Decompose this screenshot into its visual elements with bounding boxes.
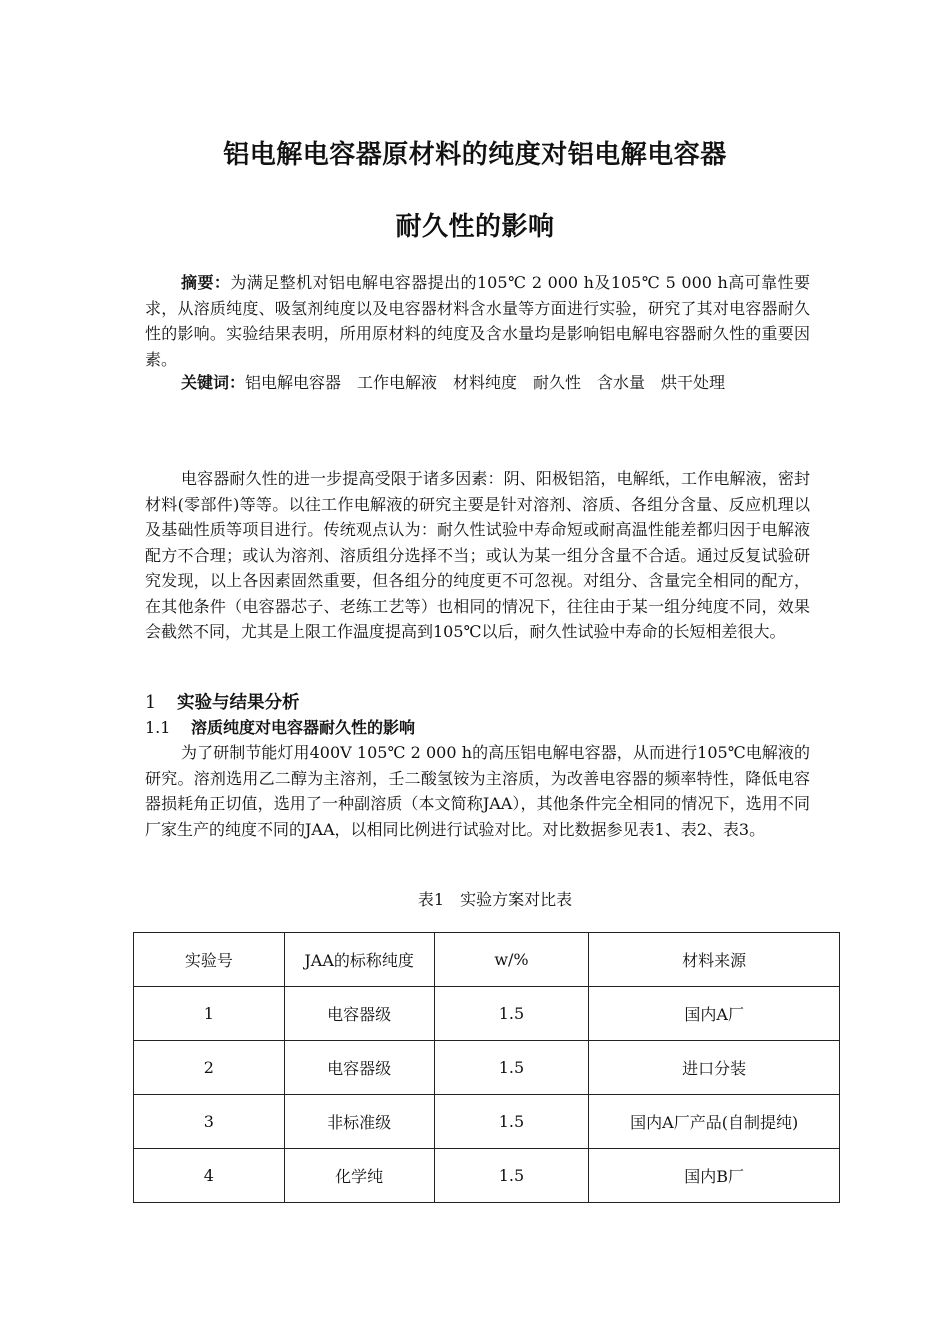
table-row (134, 987, 840, 1041)
abstract (145, 270, 810, 372)
title-line-1: 铝电解电容器原材料的纯度对铝电解电容器 (223, 140, 727, 170)
table-cell: 进口分装 (589, 1041, 840, 1095)
table-cell: 1.5 (434, 987, 589, 1041)
table-cell: 国内A厂 (589, 987, 840, 1041)
table-row (134, 1149, 840, 1203)
table-cell: 非标准级 (284, 1095, 434, 1149)
table-cell: 1.5 (434, 1149, 589, 1203)
section-1-title: 实验与结果分析 (177, 693, 300, 713)
table-cell: 国内A厂产品(自制提纯) (589, 1095, 840, 1149)
table-row (134, 1041, 840, 1095)
table-1 (133, 932, 840, 1203)
section-1-heading (145, 689, 300, 714)
table-cell: 化学纯 (284, 1149, 434, 1203)
table-cell: 国内B厂 (589, 1149, 840, 1203)
table-header-cell: JAA的标称纯度 (284, 933, 434, 987)
keywords (145, 370, 810, 396)
keywords-text: 铝电解电容器 工作电解液 材料纯度 耐久性 含水量 烘干处理 (245, 373, 726, 392)
abstract-label: 摘要： (181, 273, 231, 292)
table-header-cell: 材料来源 (589, 933, 840, 987)
section-1-1-paragraph: 为了研制节能灯用400V 105℃ 2 000 h的高压铝电解电容器，从而进行105℃电解液的研究。溶剂选用乙二醇为主溶剂，壬二酸氢铵为主溶质，为改善电容器的频率特性，降低电容器损耗角正切值，选用了一种副溶质（本文简称JAA），其他条件完全相同的情况下，选用不同厂家生产的纯度不同的JAA，以相同比例进行试验对比。对比数据参见表1、表2、表3。 (145, 743, 810, 839)
table-cell: 电容器级 (284, 987, 434, 1041)
abstract-text: 为满足整机对铝电解电容器提出的105℃ 2 000 h及105℃ 5 000 h高可靠性要求，从溶质纯度、吸氢剂纯度以及电容器材料含水量等方面进行实验，研究了其对电容器耐久性的影响。实验结果表明，所用原材料的纯度及含水量均是影响铝电解电容器耐久性的重要因素。 (145, 273, 810, 369)
section-1-number: 1 (145, 693, 157, 713)
table-cell: 1.5 (434, 1095, 589, 1149)
table-header-cell: 实验号 (134, 933, 285, 987)
table-cell: 4 (134, 1149, 285, 1203)
intro-paragraph: 电容器耐久性的进一步提高受限于诸多因素：阴、阳极铝箔，电解纸，工作电解液，密封材料(零部件)等等。以往工作电解液的研究主要是针对溶剂、溶质、各组分含量、反应机理以及基础性质等项目进行。传统观点认为：耐久性试验中寿命短或耐高温性能差都归因于电解液配方不合理；或认为溶剂、溶质组分选择不当；或认为某一组分含量不合适。通过反复试验研究发现，以上各因素固然重要，但各组分的纯度更不可忽视。对组分、含量完全相同的配方，在其他条件（电容器芯子、老练工艺等）也相同的情况下，往往由于某一组分纯度不同，效果会截然不同，尤其是上限工作温度提高到105℃以后，耐久性试验中寿命的长短相差很大。 (145, 469, 810, 641)
table-cell: 1.5 (434, 1041, 589, 1095)
table-header-row (134, 933, 840, 987)
section-1-1-heading (145, 715, 415, 738)
section-1-1-title: 溶质纯度对电容器耐久性的影响 (191, 718, 416, 737)
table-cell: 3 (134, 1095, 285, 1149)
keywords-label: 关键词： (181, 373, 246, 392)
title-line-2: 耐久性的影响 (395, 212, 555, 242)
section-1-1-number: 1.1 (145, 718, 171, 737)
table-cell: 2 (134, 1041, 285, 1095)
table-cell: 电容器级 (284, 1041, 434, 1095)
table-cell: 1 (134, 987, 285, 1041)
table-1-caption: 表1 实验方案对比表 (417, 890, 573, 909)
table-row (134, 1095, 840, 1149)
table-header-cell: w/% (434, 933, 589, 987)
